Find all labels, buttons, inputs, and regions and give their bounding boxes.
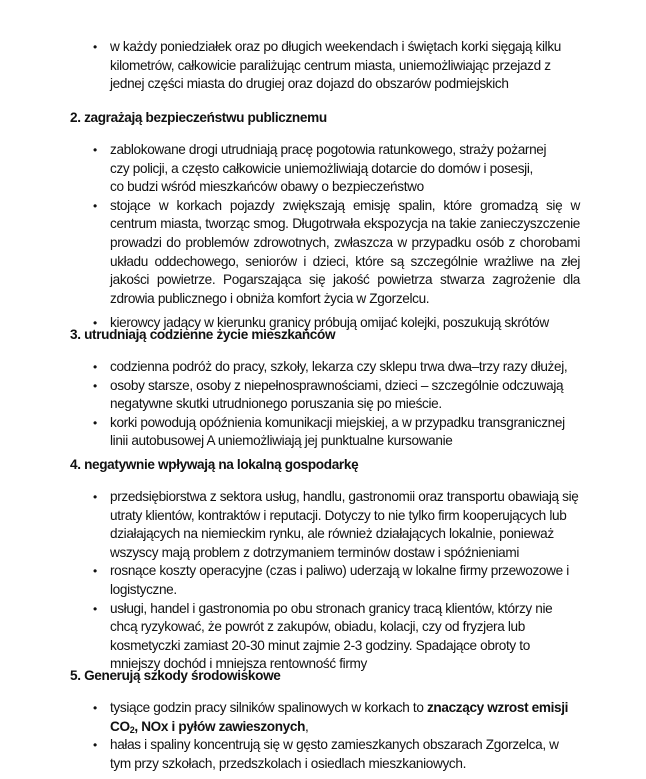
bullet-icon: • (93, 198, 97, 213)
emphasis-text: znaczący wzrost emisji CO (110, 700, 569, 734)
bullet-icon: • (93, 701, 97, 715)
list-item: • zablokowane drogi utrudniają pracę pogotowia ratunkowego, straży pożarnej czy policji, a często całkowicie uniemożliwiają dotarcie do domów i posesji, co budzi wśród mieszkańców obawy o bezpieczeństwo (93, 142, 547, 195)
bullet-icon: • (93, 143, 97, 157)
section-2-list (93, 141, 580, 333)
bullet-icon: • (93, 316, 97, 331)
section-heading: 5. Generują szkody środowiskowe (70, 668, 281, 683)
subscript-text: 2 (129, 724, 135, 735)
bullet-icon: • (93, 415, 97, 430)
list-item: • tysiące godzin pracy silników spalinowych w korkach to znaczący wzrost emisji $CO_2$, NOx i pyłów zawieszonych, (93, 700, 569, 735)
section-heading: 3. utrudniają codzienne życie mieszkańców (70, 327, 336, 342)
bullet-icon: • (93, 564, 97, 579)
list-item: • stojące w korkach pojazdy zwiększają emisję spalin, które gromadzą się w centrum miasta, tworząc smog. Długotrwała ekspozycja na takie zanieczyszczenie prowadzi do problemów zdrowotnych, zwłaszcza w przypadku osób z chorobami układu oddechowego, seniorów i dzieci, które są szczególnie wrażliwe na złej jakości powietrze. Pogarszająca się jakość powietrza stwarza zagrożenie dla zdrowia publicznego i obniża komfort życia w Zgorzelcu. (93, 197, 580, 306)
list-item: • w każdy poniedziałek oraz po długich weekendach i świętach korki sięgają kilku kilometrów, całkowicie paraliżując centrum miasta, uniemożliwiając przejazd z jednej części miasta do drugiej oraz dojazd do obszarów podmiejskich (93, 39, 562, 92)
list-item: • kierowcy jadący w kierunku granicy próbują omijać kolejki, poszukują skrótów (110, 314, 580, 333)
section-1-list (93, 38, 570, 94)
bullet-icon: • (93, 378, 97, 393)
section-heading: 2. zagrażają bezpieczeństwu publicznemu (70, 110, 327, 125)
list-item: • hałas i spaliny koncentrują się w gęsto zamieszkanych obszarach Zgorzelca, w tym przy szkołach, przedszkolach i osiedlach mieszkaniowych. (93, 737, 559, 771)
bullet-icon: • (93, 40, 97, 54)
bullet-icon: • (93, 738, 97, 753)
section-4-list (93, 488, 580, 674)
emphasis-text: , NOx i pyłów zawieszonych (134, 718, 306, 734)
list-item: • rosnące koszty operacyjne (czas i paliwo) uderzają w lokalne firmy przewozowe i logistyczne. (93, 563, 569, 597)
bullet-icon: • (93, 360, 97, 374)
list-item: • przedsiębiorstwa z sektora usług, handlu, gastronomii oraz transportu obawiają się utraty klientów, kontraktów i reputacji. Dotyczy to nie tylko firm kooperujących lub działających na niemieckim rynku, ale również działających lokalnie, ponieważ wszyscy mają problem z dotrzymaniem terminów dostaw i spóźnieniami (93, 489, 579, 560)
bullet-icon: • (93, 490, 97, 504)
section-5-list (93, 699, 580, 773)
list-item: • codzienna podróż do pracy, szkoły, lekarza czy sklepu trwa dwa–trzy razy dłużej, (110, 358, 580, 377)
section-3-list (93, 358, 580, 451)
list-item: • osoby starsze, osoby z niepełnosprawnościami, dzieci – szczególnie odczuwają negatywne skutki utrudnionego poruszania się po mieście. (93, 377, 564, 412)
list-item: • usługi, handel i gastronomia po obu stronach granicy tracą klientów, którzy nie chcą ryzykować, że powrót z zakupów, obiadu, kolacji, czy od fryzjera lub kosmetyczki zamiast 20-30 minut zajmie 2-3 godziny. Spadające obroty to mniejszy dochód i mniejsza rentowność firmy (93, 600, 553, 672)
list-item: • korki powodują opóźnienia komunikacji miejskiej, a w przypadku transgranicznej linii autobusowej A uniemożliwiają jej punktualne kursowanie (93, 414, 565, 449)
bullet-icon: • (93, 601, 97, 616)
section-heading: 4. negatywnie wpływają na lokalną gospodarkę (70, 457, 359, 472)
